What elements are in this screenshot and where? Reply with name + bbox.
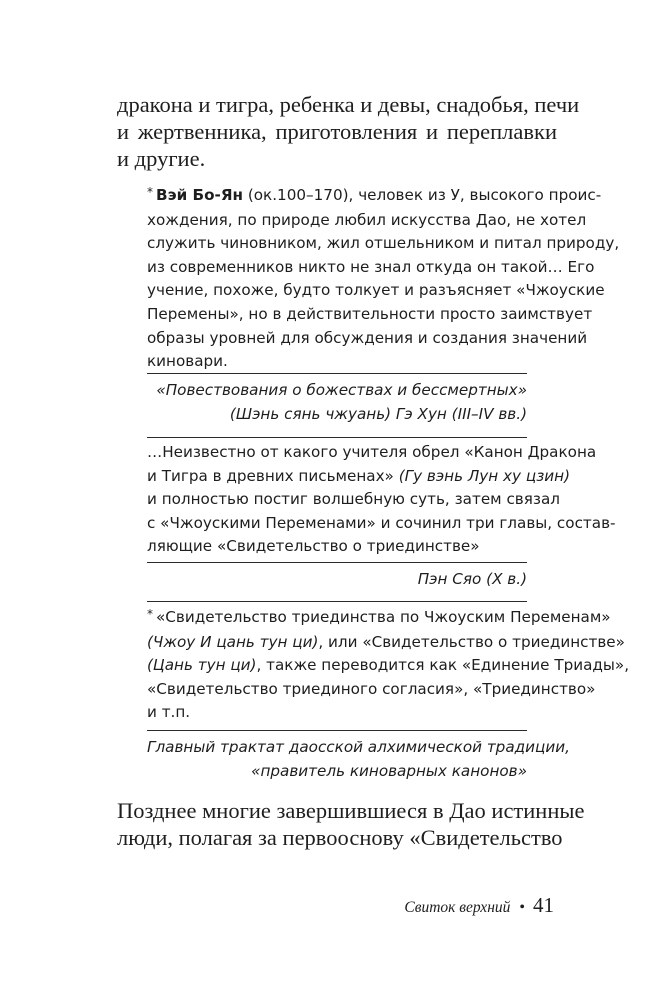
separator-bullet: • (519, 899, 525, 916)
quote-line: служить чиновником, жил отшельником и питал природу, (147, 234, 620, 253)
source-line: «Повествования о божествах и бессмертных» (156, 381, 527, 399)
running-section-title: Свиток верхний (404, 899, 511, 916)
source-line: «правитель киноварных канонов» (251, 762, 527, 780)
bottom-paragraph (117, 797, 585, 851)
paragraph-line: люди, полагая за первооснову «Свидетельство (117, 825, 563, 850)
asterisk-mark: * (147, 185, 153, 199)
source-line: Главный трактат даосской алхимической традиции, (147, 738, 570, 756)
epigraph-quote-3 (147, 606, 630, 725)
paragraph-line: и другие. (117, 146, 206, 171)
epigraph-quote-1 (147, 184, 620, 374)
source-line: (Шэнь сянь чжуань) Гэ Хун (III–IV вв.) (229, 405, 527, 423)
quote-text: , или «Свидетельство о триединстве» (318, 632, 625, 651)
quote-line: и т.п. (147, 703, 191, 722)
quote-line: с «Чжоускими Переменами» и сочинил три главы, состав- (147, 513, 616, 532)
quote-line (147, 606, 611, 631)
paragraph-line: дракона и тигра, ребенка и девы, снадобья, печи (117, 92, 580, 117)
top-paragraph (117, 91, 580, 172)
divider-rule (147, 437, 527, 438)
quote-line: учение, похоже, будто толкует и разъясняет «Чжоуские (147, 281, 605, 300)
divider-rule (147, 730, 527, 731)
author-name: Вэй Бо-Ян (156, 186, 244, 204)
page-number: 41 (533, 893, 554, 917)
quote-italic-title: (Цань тун ци) (147, 656, 257, 675)
quote-line (147, 654, 630, 678)
quote-line: из современников никто не знал откуда он такой… Его (147, 257, 595, 276)
quote-italic-title: (Чжоу И цань тун ци) (147, 632, 319, 651)
source-line: Пэн Сяо (X в.) (417, 570, 527, 588)
quote-source-1 (147, 378, 527, 426)
quote-line (147, 184, 602, 209)
quote-line (147, 465, 570, 489)
quote-text: (ок.100–170), человек из У, высокого проис- (243, 186, 602, 204)
quote-text: , также переводится как «Единение Триады», (256, 656, 630, 675)
quote-line: ляющие «Свидетельство о триединстве» (147, 537, 480, 556)
quote-line: «Свидетельство триединого согласия», «Триединство» (147, 679, 596, 698)
quote-line: хождения, по природе любил искусства Дао, не хотел (147, 210, 587, 229)
quote-source-3 (147, 735, 570, 783)
quote-text: и Тигра в древних письменах» (147, 466, 399, 485)
divider-rule (147, 601, 527, 602)
page-footer (404, 893, 554, 918)
quote-line: …Неизвестно от какого учителя обрел «Канон Дракона (147, 443, 597, 461)
paragraph-line: и жертвенника, приготовления и переплавки (117, 119, 557, 144)
quote-source-2 (147, 567, 527, 591)
quote-line: образы уровней для обсуждения и создания значений (147, 328, 588, 347)
paragraph-line: Позднее многие завершившиеся в Дао истинные (117, 798, 585, 823)
divider-rule (147, 373, 527, 374)
quote-line: киновари. (147, 352, 228, 371)
quote-text: «Свидетельство триединства по Чжоуским Переменам» (156, 608, 611, 626)
quote-line (147, 631, 625, 655)
divider-rule (147, 562, 527, 563)
quote-line: и полностью постиг волшебную суть, затем связал (147, 490, 560, 509)
asterisk-mark: * (147, 607, 153, 621)
quote-italic-title: (Гу вэнь Лун ху цзин) (398, 466, 570, 485)
quote-line: Перемены», но в действительности просто заимствует (147, 304, 593, 323)
epigraph-quote-2 (147, 441, 616, 559)
